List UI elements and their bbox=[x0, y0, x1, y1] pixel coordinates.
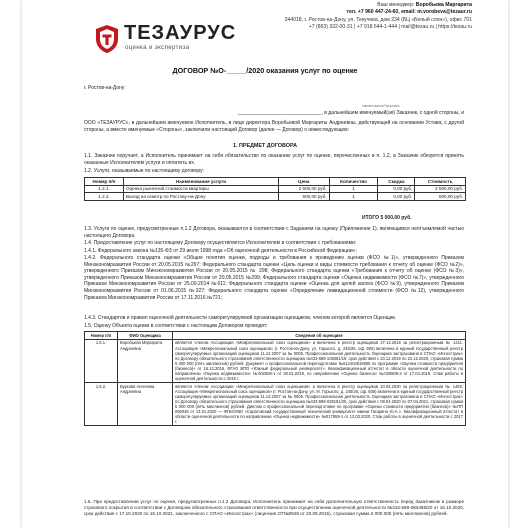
cell-number: 1.2.2. bbox=[85, 193, 124, 201]
clause-1-6: 1.6. При предоставлении услуг по оценке, предусмотренных п.1.2 Договора, Исполнитель принимает на себя дополнительную ответственность перед Заказчиком в размере страхового покрытия в соответствии с Договором обязательного страхования ответственности при осуществлении оценочной деятельности №433-589-083488/20 от 16.10.2020, срок действия с 17.10.2020 по 16.10.2021, заключенного с СПАО «Ингосстрах» (лицензия ОТ№0928 от 23.09.2015), страховая сумма 5 000 000 (пять миллионов) рублей. bbox=[84, 499, 464, 516]
cell-service: Выезд на осмотр по Ростову-на-Дону bbox=[124, 193, 279, 201]
document-title: ДОГОВОР №О-_____/2020 оказания услуг по оценке bbox=[172, 66, 358, 75]
company-address: 344018, г. Ростов-на-Дону, ул. Текучева, дом 234 (БЦ «Белый слон»), офис 701 bbox=[284, 16, 472, 23]
manager-email: email: m.vorobeva@tezaur.ru bbox=[401, 9, 472, 16]
manager-name: Воробьева Маргарита bbox=[415, 2, 472, 8]
col-service: Наименование услуги bbox=[124, 178, 279, 186]
cell-quantity: 1 bbox=[329, 185, 378, 193]
col-discount: Скидка bbox=[378, 178, 415, 186]
cell-appraiser-name: Воробьева Маргарита Андреевна bbox=[118, 339, 173, 382]
col-cost: Стоимость bbox=[415, 178, 466, 186]
clause-1-4: 1.4. Предоставление услуг по настоящему Договору осуществляется Исполнителем в соответствии с требованиями: bbox=[84, 240, 357, 246]
col-appraiser-name: ФИО Оценщика bbox=[118, 332, 173, 340]
total-amount: ИТОГО 5 000,00 руб. bbox=[362, 215, 412, 221]
clause-1-4-1: 1.4.1. Федерального закона №135-ФЗ от 29 июля 1998 года «Об оценочной деятельности в Российской Федерации»; bbox=[84, 248, 357, 254]
document-page bbox=[22, 0, 508, 528]
cell-discount: 0,00 руб. bbox=[378, 193, 415, 201]
cell-number: 1.5.1. bbox=[85, 339, 118, 382]
cell-appraiser-info: является членом Ассоциации «Межрегиональный союз оценщиков» и включена в реестр оценщиков 10.04.2020 за регистрационным № 1483. Ассоциация «Межрегиональный союз оценщиков» (г. Ростов-на-Дону, ул. М. Горького, д. 245/26, оф. 606) включена в единый государственный реестр саморегулируемых организаций оценщиков 11.12.2007 за № 0005. Профессиональная деятельность Оценщика застрахована в СПАО «Ингосстрах» по Договору обязательного страхования ответственности оценщика №433-589-028191/20, срок действия с 08.04.2020 по 07.04.2021, страховая сумма 5 000 000 (пять миллионов) рублей. Диплом о профессиональной переподготовке по программе «Оценка стоимости предприятия (бизнеса)» №ПП 006048 от 13.01.2020 — ФГБОУВО «Саратовский государственный технический университет имени Гагарина Ю.А.». Квалификационный аттестат в области оценочной деятельности по направлению «Оценка недвижимости» №017959-1 от 13.03.2020. Стаж работы в оценочной деятельности с 2017 г. bbox=[173, 383, 466, 426]
manager-phone: тел. +7 960 447-24-60, bbox=[346, 9, 400, 16]
col-quantity: Количество bbox=[329, 178, 378, 186]
col-number: Номер п/п bbox=[85, 332, 118, 340]
appraisers-table bbox=[84, 331, 466, 426]
contact-block bbox=[272, 2, 472, 32]
section-heading-1: 1. ПРЕДМЕТ ДОГОВОРА bbox=[233, 143, 297, 149]
cell-price: 2 500,00 руб. bbox=[279, 185, 330, 193]
shield-icon bbox=[94, 24, 120, 54]
signature-hint: наименование/Заказчика bbox=[362, 104, 400, 108]
clause-1-4-3: 1.4.3. Стандартов и правил оценочной деятельности саморегулируемой организации оценщиков, членом которой является Оценщик. bbox=[84, 315, 397, 321]
col-price: Цена bbox=[279, 178, 330, 186]
col-appraiser-info: Сведения об оценщике bbox=[173, 332, 466, 340]
brand-name: ТЕЗАУРУС bbox=[124, 22, 237, 44]
table-row bbox=[85, 383, 466, 426]
table-row bbox=[85, 339, 466, 382]
company-contacts: +7 (863) 332-00-31 | +7 918 644-1-444 | mail@tezau.ru | https://tezau.ru bbox=[308, 24, 472, 31]
brand-tagline: оценка и экспертиза bbox=[125, 44, 190, 51]
cell-quantity: 1 bbox=[329, 193, 378, 201]
cell-number: 1.2.1. bbox=[85, 185, 124, 193]
cell-price: 500,00 руб. bbox=[279, 193, 330, 201]
cell-appraiser-name: Буркова Ангелина Андреевна bbox=[118, 383, 173, 426]
cell-service: Оценка рыночной стоимости квартиры bbox=[124, 185, 279, 193]
clause-1-3: 1.3. Услуги по оценке, предусмотренные п.1.2 Договора, оказываются в соответствии с Заданием на оценку (Приложение 1), являющимся неотъемлемой частью настоящего Договора. bbox=[84, 226, 464, 239]
cell-appraiser-info: является членом Ассоциации «Межрегиональный союз оценщиков» и включена в реестр оценщиков 27.12.2016 за регистрационным № 1411. Ассоциация «Межрегиональный союз оценщиков» (г. Ростов-на-Дону, ул. Горького, д. 245/26, оф. 606) включена в единый государственный реестр саморегулируемых организаций оценщиков 11.12.2007 за № 0005. Профессиональная деятельность Оценщика застрахована в СПАО «Ингосстрах» по Договору обязательного страхования ответственности оценщика №433-589-105081/19, срок действия с 23.12.2019 по 22.12.2020, страховая сумма 5 000 000 (пять миллионов) рублей. Документ о профессиональной переподготовке №612404518858 по программе «Оценка стоимости предприятия (бизнеса)» от 16.12.2016, ФГАО ВПО «Южный федеральный университет». Квалификационный аттестат в области оценочной деятельности по направлению «Оценка недвижимости» №002569-1 от 30.01.2018, по направлению «Оценка бизнеса» №020609-3 от 17.04.2018. Стаж работы в оценочной деятельности с 2015 г. bbox=[173, 339, 466, 382]
table-row bbox=[85, 185, 466, 193]
col-number: Номер п/п bbox=[85, 178, 124, 186]
appraisers-header-row bbox=[85, 332, 466, 340]
cell-cost: 2 500,00 руб. bbox=[415, 185, 466, 193]
cell-cost: 500,00 руб. bbox=[415, 193, 466, 201]
cell-number: 1.5.2. bbox=[85, 383, 118, 426]
clause-1-5: 1.5. Оценку Объекта оценки в соответствии с настоящим Договором проводят: bbox=[84, 323, 268, 329]
services-header-row bbox=[85, 178, 466, 186]
cell-discount: 0,00 руб. bbox=[378, 185, 415, 193]
intro-line-1: ______________________________, в дальнейшем именуемый(ая) Заказчик, с одной стороны, и bbox=[238, 110, 464, 116]
clause-1-2: 1.2. Услуги, оказываемые по настоящему договору: bbox=[84, 168, 204, 174]
clause-1-4-2: 1.4.2. Федерального стандарта оценки «Общие понятия оценки, подходы и требования к проведению оценки (ФСО №1)», утвержденного Приказом Минэкономразвития России от 20.05.2015 №297; Федерального стандарта оценки «Цель оценки и виды стоимости требования к отчету об оценке (ФСО №2)», утвержденного Приказом Минэкономразвития России от 20.05.2015 № 298; Федерального стандарта оценки «Требования к отчету об оценке (ФСО №3)», утвержденного Приказом Минэкономразвития России от 20.05.2015 №299; Федерального стандарта оценки «Оценка недвижимости (ФСО №7)», утвержденного Приказом Минэкономразвития России от 25.09.2014 №611; Федерального стандарта оценки «Оценка для целей залога (ФСО №9), утвержденного Приказом Минэкономразвития России от 01.06.2015 №327; Федерального стандарта оценки «Определение ликвидационной стоимости (ФСО №12), утвержденного Приказом Минэкономразвития России от 17.11.2016 №721; bbox=[84, 255, 464, 301]
table-row bbox=[85, 193, 466, 201]
company-logo bbox=[94, 22, 237, 54]
document-city: г. Ростов-на-Дону bbox=[84, 85, 125, 91]
services-table bbox=[84, 177, 466, 201]
manager-label: Ваш менеджер: bbox=[377, 2, 415, 8]
clause-1-1: 1.1. Заказчик поручает, а Исполнитель принимает на себя обязательство по оказанию услуг по оценке, перечисленных в п. 1.2, а Заказчик обязуется принять оказанные Исполнителем услуги и оплатить их. bbox=[84, 153, 464, 166]
intro-paragraph: ООО «ТЕЗАУРУС», в дальнейшем именуемое Исполнитель, в лице директора Воробьевой Маргариты Андреевны, действующей на основании Устава, с другой стороны, а вместе именуемые «Стороны», заключили настоящий Договор (далее — Договор) о нижеследующем: bbox=[84, 120, 464, 133]
